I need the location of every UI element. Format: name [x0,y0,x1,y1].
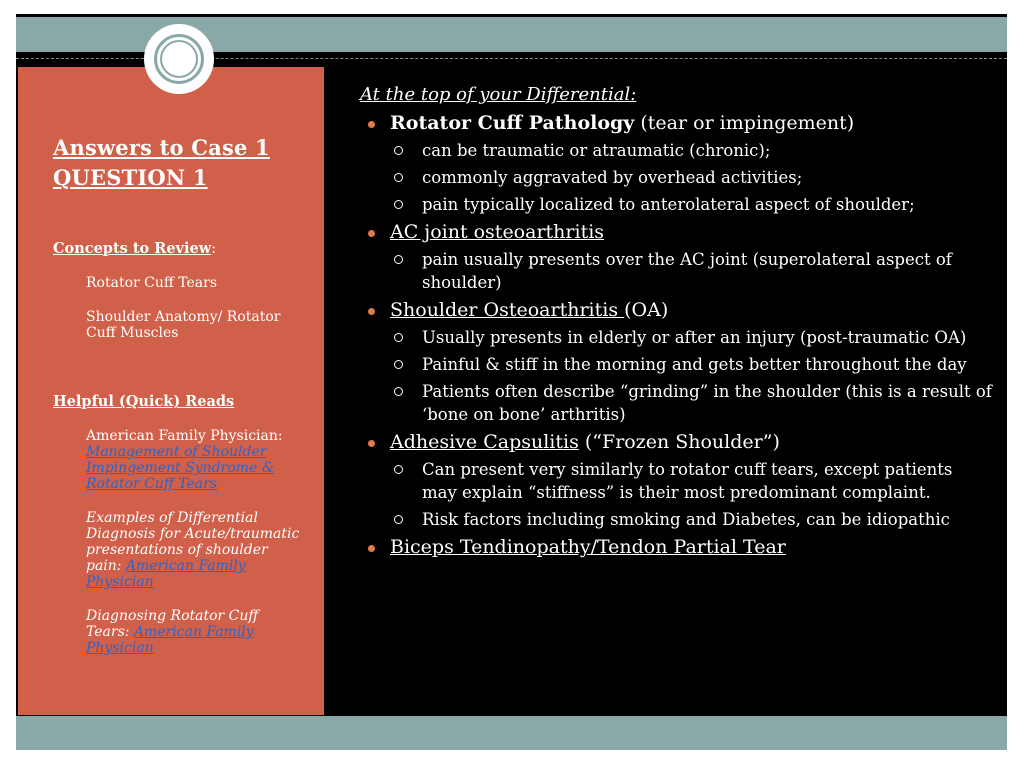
sub-item [352,248,992,294]
circle-bullet-icon [394,360,403,369]
circle-ornament-icon [144,24,214,94]
sub-item-text: pain usually presents over the AC joint (superolateral aspect of shoulder) [422,250,952,292]
list-item [352,220,992,244]
concepts-section [53,241,324,341]
sub-item [352,166,992,189]
left-panel [18,67,324,715]
item-suffix: (tear or impingement) [634,112,855,134]
circle-bullet-icon [394,515,403,524]
bullet-icon [368,121,375,128]
sub-item-text: Can present very similarly to rotator cuff tears, except patients may explain “stiffness” is their most predominant complaint. [422,460,953,502]
read-item [86,428,306,492]
read-link[interactable]: Management of Shoulder Impingement Syndrome & Rotator Cuff Tears [86,444,275,492]
item-title[interactable]: Shoulder Osteoarthritis [390,299,625,321]
read-item [86,510,306,590]
sub-item-text: commonly aggravated by overhead activities; [422,168,803,187]
main-content [352,84,992,561]
concepts-heading: Concepts to Review [53,240,212,257]
sub-item [352,326,992,349]
item-title: Rotator Cuff Pathology [390,112,635,134]
item-title[interactable]: AC joint osteoarthritis [390,221,605,243]
sub-item [352,193,992,216]
differential-heading: At the top of your Differential: [360,84,637,105]
bullet-icon [368,230,375,237]
list-item [352,111,992,135]
read-item-label: American Family Physician: [86,428,283,444]
sub-item-text: Usually presents in elderly or after an injury (post-traumatic OA) [422,328,967,347]
slide [16,14,1007,750]
circle-bullet-icon [394,173,403,182]
sub-item [352,380,992,426]
item-suffix: (“Frozen Shoulder”) [578,431,780,453]
list-item [352,535,992,559]
list-item [352,430,992,454]
sub-item [352,508,992,531]
circle-bullet-icon [394,465,403,474]
sub-item-text: can be traumatic or atraumatic (chronic); [422,141,771,160]
circle-bullet-icon [394,255,403,264]
bottom-band [16,716,1007,750]
reads-section [53,393,324,656]
circle-bullet-icon [394,200,403,209]
circle-bullet-icon [394,146,403,155]
sub-item-text: pain typically localized to anterolateral aspect of shoulder; [422,195,915,214]
concept-item: Shoulder Anatomy/ Rotator Cuff Muscles [86,309,281,341]
reads-heading: Helpful (Quick) Reads [53,393,235,410]
bullet-icon [368,545,375,552]
sub-item-text: Risk factors including smoking and Diabetes, can be idiopathic [422,510,950,529]
read-item-label: Examples of Differential Diagnosis for Acute/traumatic presentations of shoulder pain: [86,510,300,574]
concept-item: Rotator Cuff Tears [86,275,218,291]
concepts-colon: : [211,241,217,257]
sub-item-text: Painful & stiff in the morning and gets better throughout the day [422,355,967,374]
circle-bullet-icon [394,387,403,396]
bullet-icon [368,440,375,447]
read-item-label: Diagnosing Rotator Cuff Tears: [86,608,259,640]
bullet-icon [368,308,375,315]
panel-title [53,133,324,193]
item-title[interactable]: Biceps Tendinopathy/Tendon Partial Tear [390,536,786,558]
read-item [86,608,306,656]
item-suffix: (OA) [624,299,669,321]
sub-item-text: Patients often describe “grinding” in the shoulder (this is a result of ‘bone on bone’ arthritis) [422,382,992,424]
sub-item [352,458,992,504]
sub-item [352,353,992,376]
read-link[interactable]: American Family Physician [86,558,246,590]
sub-item [352,139,992,162]
panel-title-line2: QUESTION 1 [53,165,208,190]
circle-bullet-icon [394,333,403,342]
read-link[interactable]: American Family Physician [86,624,254,656]
list-item [352,298,992,322]
item-title[interactable]: Adhesive Capsulitis [390,431,579,453]
panel-title-line1: Answers to Case 1 [53,135,270,160]
